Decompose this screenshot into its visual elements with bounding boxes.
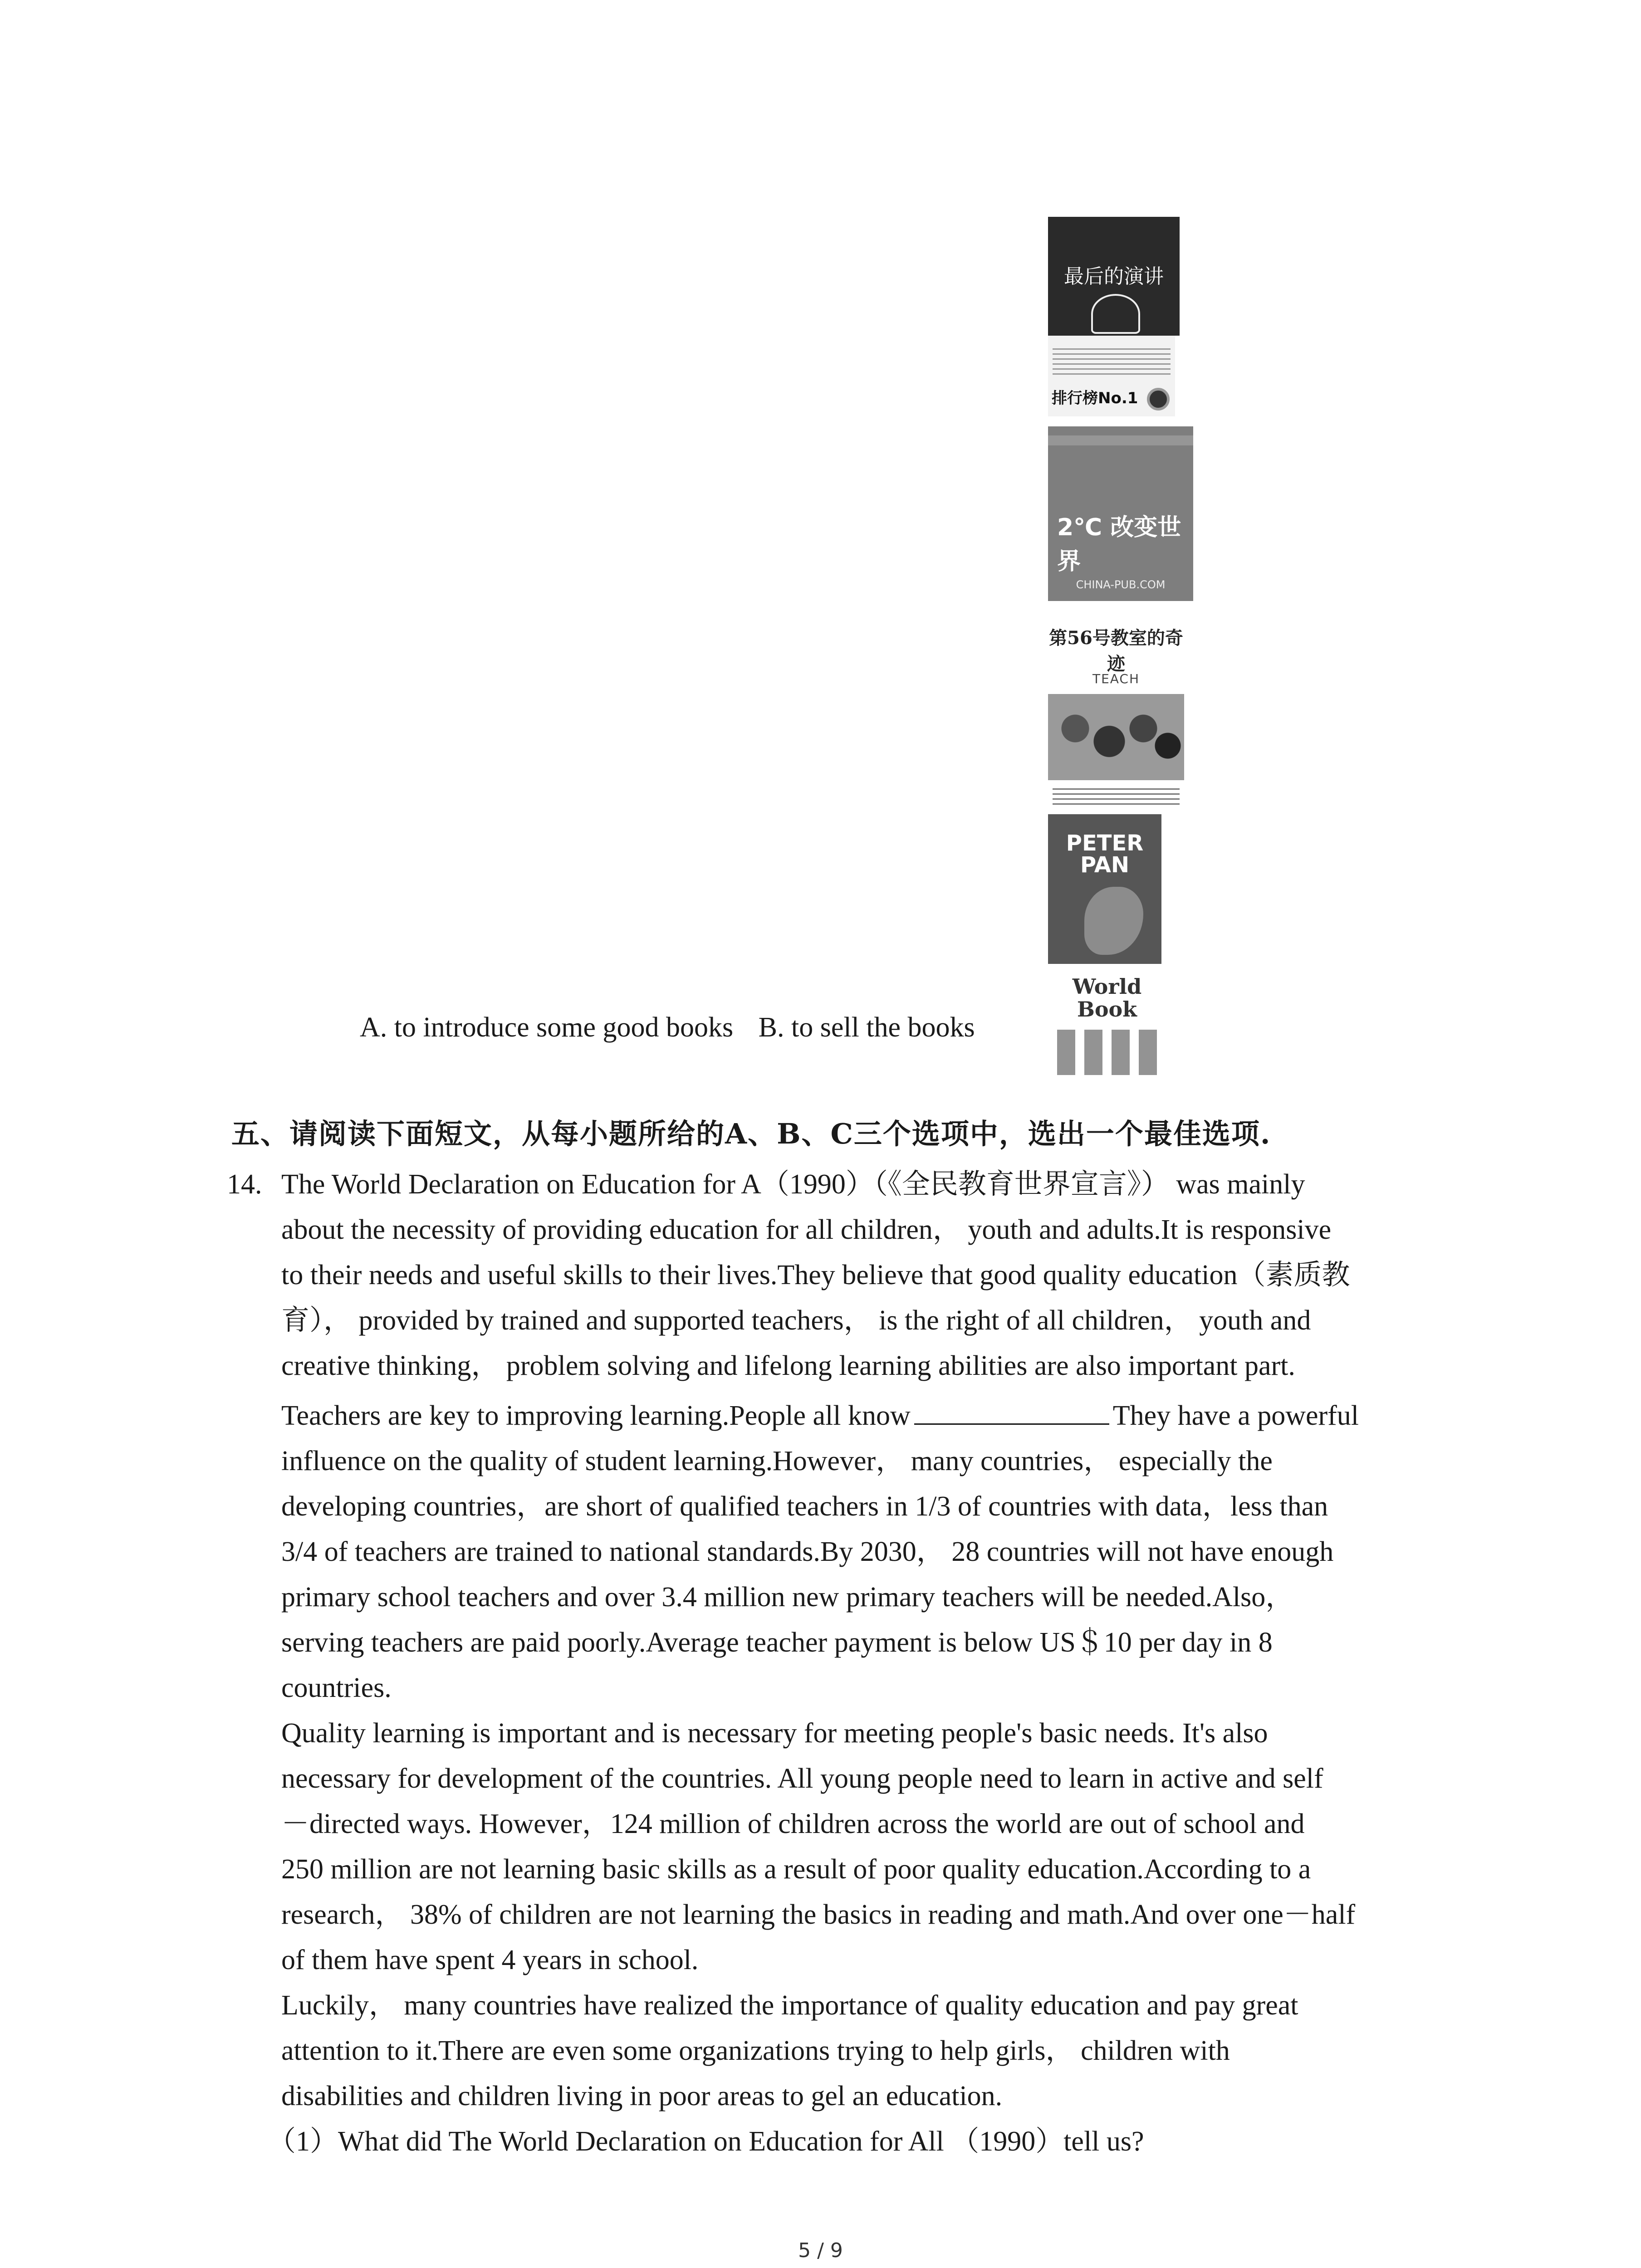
book3-title: 第56号教室的奇迹 bbox=[1049, 627, 1183, 675]
passage-line: Luckily， many countries have realized the importance of quality education and pay great bbox=[281, 1990, 1298, 2021]
passage-line: creative thinking， problem solving and lifelong learning abilities are also important part. bbox=[281, 1350, 1295, 1381]
blank-before-text: Teachers are key to improving learning.People all know bbox=[281, 1400, 911, 1431]
passage-line: disabilities and children living in poor areas to gel an education. bbox=[281, 2081, 1003, 2112]
passage-line: －directed ways. However，124 million of children across the world are out of school and bbox=[281, 1809, 1305, 1839]
section-heading: 五、请阅读下面短文，从每小题所给的A、B、C三个选项中，选出一个最佳选项. bbox=[231, 1117, 1271, 1150]
answer-options bbox=[360, 1012, 975, 1044]
passage-line: 250 million are not learning basic skills as a result of poor quality education.According to a bbox=[281, 1854, 1311, 1885]
flying-figure-image bbox=[1084, 887, 1143, 955]
heart-shape-icon bbox=[1091, 294, 1140, 334]
option-a: A. to introduce some good books bbox=[360, 1012, 734, 1043]
passage-line: necessary for development of the countries. All young people need to learn in active and self bbox=[281, 1763, 1323, 1794]
answer-blank[interactable] bbox=[914, 1423, 1109, 1425]
disc-icon bbox=[1147, 388, 1170, 411]
passage-line: developing countries，are short of qualified teachers in 1/3 of countries with data，less than bbox=[281, 1491, 1328, 1522]
passage-line: The World Declaration on Education for A（1990）（《全民教育世界宣言》） was mainly bbox=[281, 1169, 1305, 1200]
cover-topbar bbox=[1048, 435, 1193, 445]
passage-line: about the necessity of providing education for all children， youth and adults.It is responsive bbox=[281, 1214, 1332, 1245]
book1-rank: 排行榜No.1 bbox=[1052, 389, 1138, 407]
passage-line: attention to it.There are even some organizations trying to help girls， children with bbox=[281, 2035, 1230, 2066]
passage-line: to their needs and useful skills to their lives.They believe that good quality education（素质教 bbox=[281, 1260, 1350, 1290]
book-cover-2c bbox=[1048, 426, 1193, 601]
passage-line: of them have spent 4 years in school. bbox=[281, 1945, 699, 1975]
book5-title bbox=[1043, 975, 1171, 1021]
question-number: 14. bbox=[227, 1169, 262, 1200]
group-photo-image bbox=[1048, 694, 1184, 780]
passage-line-with-blank bbox=[281, 1402, 1359, 1430]
sub-question: （1）What did The World Declaration on Education for All （1990）tell us? bbox=[268, 2126, 1144, 2157]
passage-line: Quality learning is important and is necessary for meeting people's basic needs. It's also bbox=[281, 1718, 1268, 1749]
passage-line: countries. bbox=[281, 1672, 392, 1703]
page-number: 5 / 9 bbox=[798, 2239, 843, 2262]
book2-title: 2℃ 改变世界 bbox=[1057, 514, 1181, 575]
passage-line: 育）， provided by trained and supported teachers， is the right of all children， youth and bbox=[281, 1305, 1311, 1336]
option-b: B. to sell the books bbox=[758, 1012, 975, 1043]
book3-subtitle: TEACH bbox=[1092, 671, 1140, 686]
cover-pattern bbox=[1048, 1030, 1161, 1075]
book4-title bbox=[1048, 832, 1161, 876]
cover-text-lines bbox=[1053, 785, 1180, 807]
passage-line: serving teachers are paid poorly.Average teacher payment is below US＄10 per day in 8 bbox=[281, 1627, 1273, 1658]
book5-title-line1: World bbox=[1072, 975, 1142, 999]
cover-text-lines bbox=[1053, 345, 1171, 376]
book-cover-world-book bbox=[1043, 975, 1171, 1084]
book1-title: 最后的演讲 bbox=[1064, 265, 1164, 288]
book4-title-line1: PETER bbox=[1066, 831, 1144, 856]
blank-after-text: They have a powerful bbox=[1112, 1400, 1359, 1431]
book-cover-classroom-56 bbox=[1048, 610, 1184, 810]
passage-line: primary school teachers and over 3.4 million new primary teachers will be needed.Also， bbox=[281, 1582, 1294, 1613]
book-cover-last-lecture bbox=[1048, 217, 1180, 336]
book-cover-last-lecture-bottom bbox=[1048, 336, 1175, 416]
passage-line: research， 38% of children are not learning the basics in reading and math.And over one－half bbox=[281, 1899, 1356, 1930]
passage-line: 3/4 of teachers are trained to national standards.By 2030， 28 countries will not have enough bbox=[281, 1536, 1334, 1567]
book-cover-peter-pan bbox=[1048, 814, 1161, 964]
book2-publisher: CHINA-PUB.COM bbox=[1076, 578, 1166, 591]
book4-title-line2: PAN bbox=[1080, 852, 1130, 878]
passage-line: influence on the quality of student learning.However， many countries， especially the bbox=[281, 1446, 1273, 1476]
book5-title-line2: Book bbox=[1077, 997, 1137, 1022]
